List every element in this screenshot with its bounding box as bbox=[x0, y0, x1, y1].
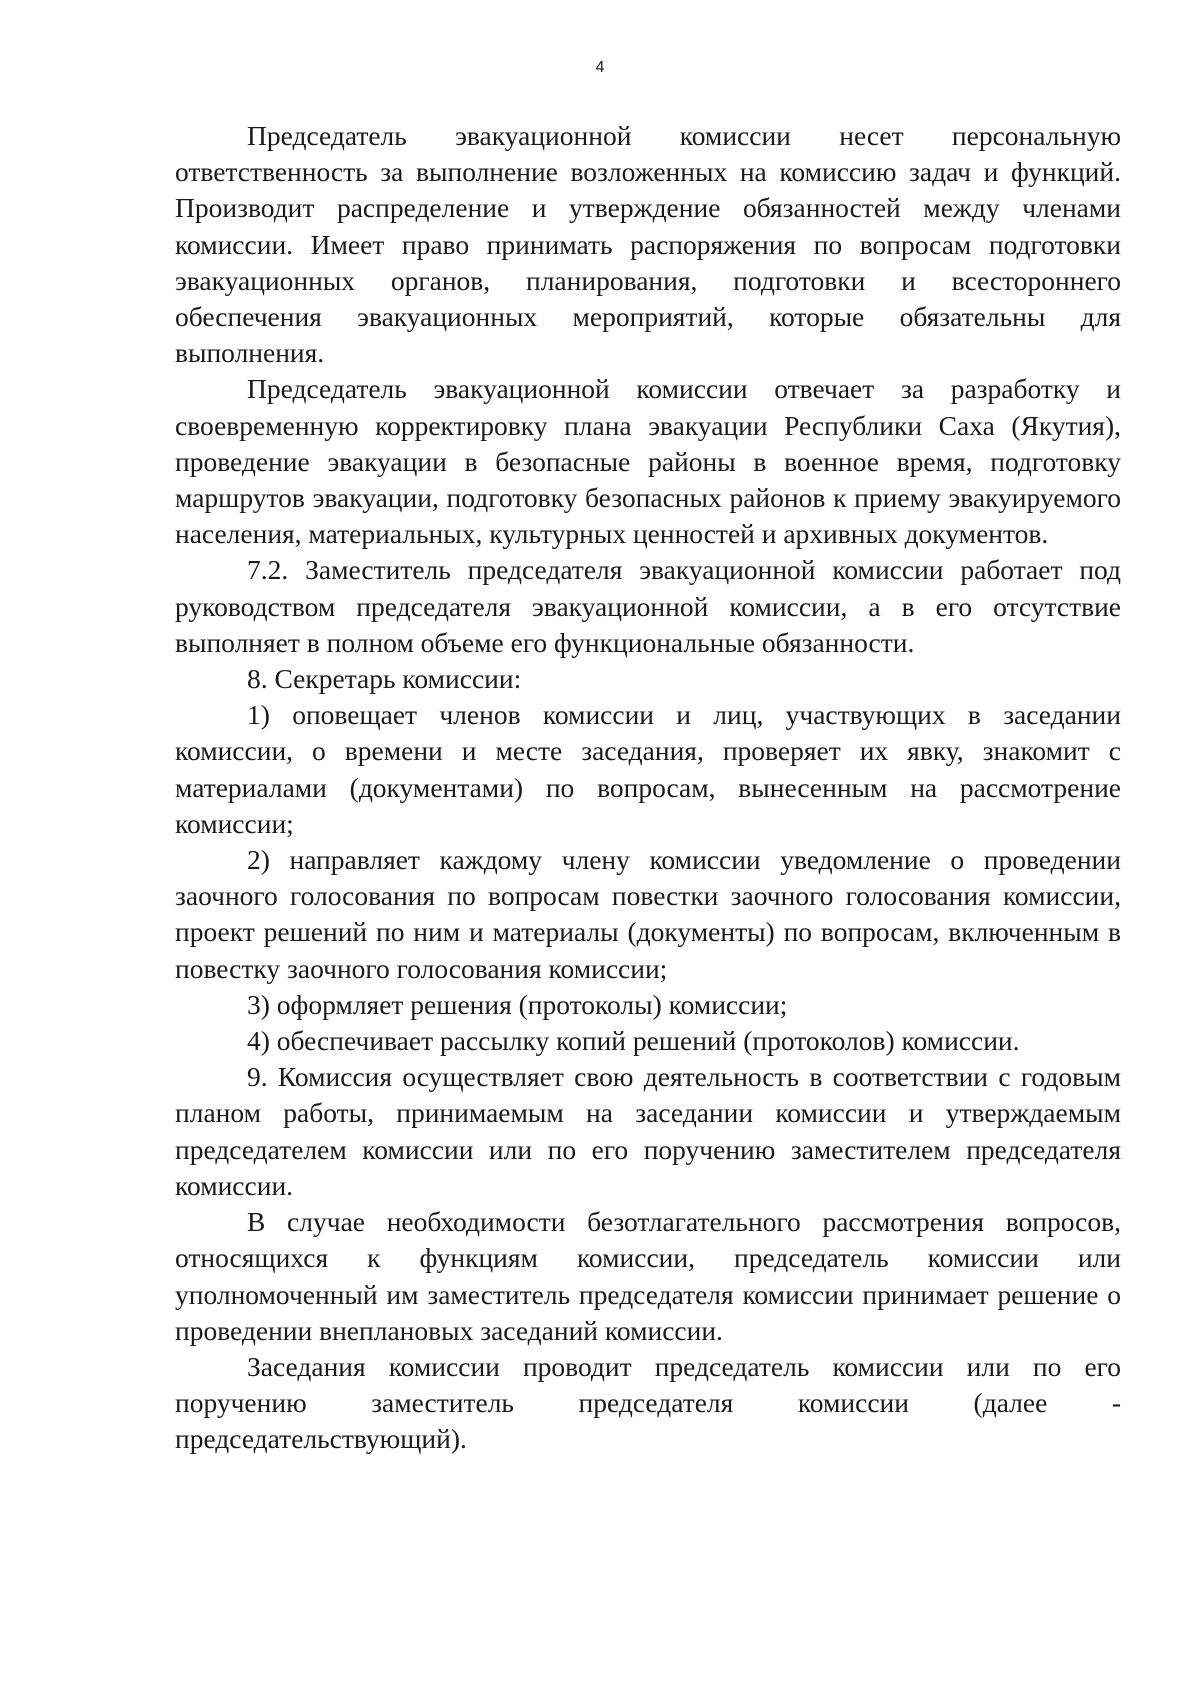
list-item-secretary-duty-3: 3) оформляет решения (протоколы) комиссии; bbox=[247, 988, 788, 1020]
paragraph-meetings-chairing: Заседания комиссии проводит председатель комиссии или по его поручению заместитель председателя комиссии (далее - председательствующий). bbox=[175, 1350, 1121, 1455]
paragraph-8-secretary: 8. Секретарь комиссии: bbox=[247, 663, 522, 695]
paragraph-chairman-evacuation-plan: Председатель эвакуационной комиссии отвечает за разработку и своевременную корректировку плана эвакуации Республики Саха (Якутия), проведение эвакуации в безопасные районы в военное время, подготовку маршрутов эвакуации, подготовку безопасных районов к приему эвакуируемого населения, материальных, культурных ценностей и архивных документов. bbox=[175, 373, 1121, 550]
paragraph-7-2-deputy-chairman: 7.2. Заместитель председателя эвакуационной комиссии работает под руководством председателя эвакуационной комиссии, а в его отсутствие выполняет в полном объеме его функциональные обязанности. bbox=[175, 554, 1121, 658]
paragraph-9-annual-plan: 9. Комиссия осуществляет свою деятельность в соответствии с годовым планом работы, принимаемым на заседании комиссии и утверждаемым председателем комиссии или по его поручению заместителем председателя комиссии. bbox=[175, 1061, 1121, 1201]
page-number: 4 bbox=[595, 59, 605, 76]
list-item-secretary-duty-4: 4) обеспечивает рассылку копий решений (протоколов) комиссии. bbox=[247, 1025, 1020, 1057]
paragraph-extraordinary-meetings: В случае необходимости безотлагательного рассмотрения вопросов, относящихся к функциям комиссии, председатель комиссии или уполномоченный им заместитель председателя комиссии принимает решение о проведении внеплановых заседаний комиссии. bbox=[175, 1206, 1121, 1346]
list-item-secretary-duty-2: 2) направляет каждому члену комиссии уведомление о проведении заочного голосования по вопросам повестки заочного голосования комиссии, проект решений по ним и материалы (документы) по вопросам, включенным в повестку заочного голосования комиссии; bbox=[175, 844, 1121, 984]
list-item-secretary-duty-1: 1) оповещает членов комиссии и лиц, участвующих в заседании комиссии, о времени и месте заседания, проверяет их явку, знакомит с материалами (документами) по вопросам, вынесенным на рассмотрение комиссии; bbox=[175, 699, 1121, 839]
document-body bbox=[175, 118, 1121, 1458]
paragraph-chairman-responsibility: Председатель эвакуационной комиссии несет персональную ответственность за выполнение возложенных на комиссию задач и функций. Производит распределение и утверждение обязанностей между членами комиссии. Имеет право принимать распоряжения по вопросам подготовки эвакуационных органов, планирования, подготовки и всестороннего обеспечения эвакуационных мероприятий, которые обязательны для выполнения. bbox=[175, 120, 1121, 369]
